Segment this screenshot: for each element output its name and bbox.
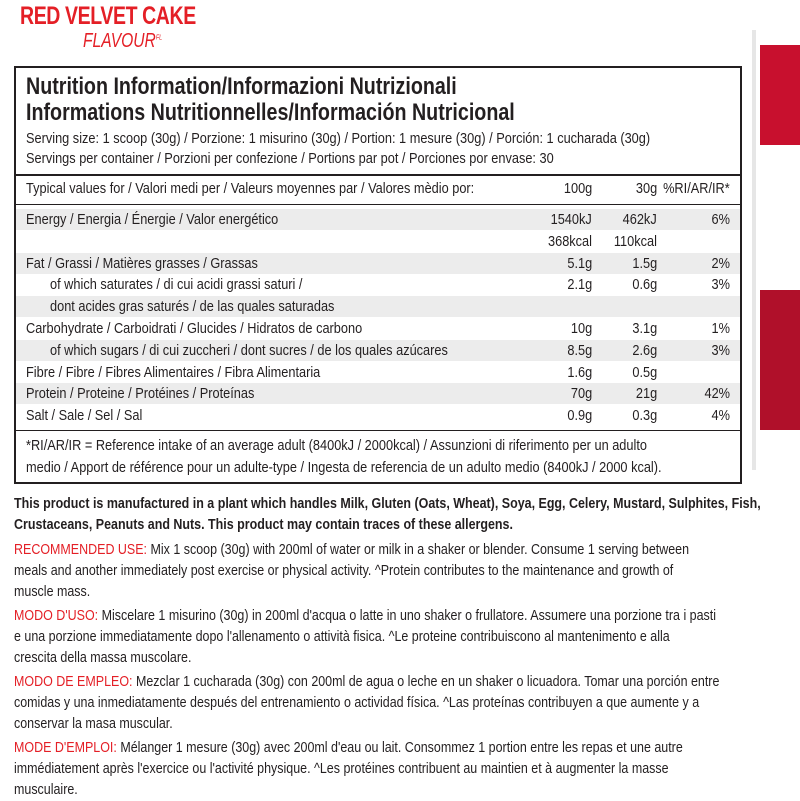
red-stripe-top bbox=[760, 45, 800, 145]
flavour-text: FLAVOUR bbox=[83, 30, 156, 52]
flavour-label bbox=[83, 30, 162, 53]
header-col-ri: %RI/AR/IR* bbox=[663, 181, 730, 197]
value-per-30g: 110kcal bbox=[613, 233, 657, 250]
allergen-statement bbox=[14, 494, 761, 536]
nutrient-label: Energy / Energia / Énergie / Valor energético bbox=[26, 212, 279, 228]
nutrient-label: of which saturates / di cui acidi grassi saturi / bbox=[50, 277, 303, 294]
value-per-100g: 1540kJ bbox=[550, 212, 592, 228]
nutrient-label: dont acides gras saturés / de las quales saturadas bbox=[50, 299, 335, 316]
value-ri-percent: 4% bbox=[711, 408, 730, 425]
product-name: RED VELVET CAKE bbox=[20, 2, 196, 30]
instruction-heading: MODE D'EMPLOI: bbox=[14, 740, 117, 756]
footnote-line1: *RI/AR/IR = Reference intake of an average adult (8400kJ / 2000kcal) / Assunzioni di riferimento per un adulto bbox=[26, 438, 647, 454]
instruction-line bbox=[14, 627, 745, 648]
instruction-line bbox=[14, 693, 745, 714]
table-row bbox=[16, 405, 740, 426]
table-row bbox=[16, 231, 740, 252]
instruction-text: immédiatement après l'exercice ou l'activité physique. ^Les protéines contribuent au maintien et à augmenter la masse bbox=[14, 761, 669, 777]
instruction-text: Miscelare 1 misurino (30g) in 200ml d'acqua o latte in uno shaker o frullatore. Assumere una porzione tra i pasti bbox=[98, 608, 717, 624]
flavour-mark: FL bbox=[155, 34, 163, 42]
instruction-paragraph bbox=[14, 672, 745, 735]
value-per-30g: 0.3g bbox=[632, 408, 657, 425]
table-row bbox=[16, 209, 740, 230]
table-row bbox=[16, 274, 740, 295]
instruction-line bbox=[14, 714, 745, 735]
instruction-line bbox=[14, 582, 745, 603]
value-ri-percent: 6% bbox=[711, 212, 730, 228]
servings-per-container: Servings per container / Porzioni per confezione / Portions par pot / Porciones por envase: 30 bbox=[26, 151, 554, 167]
value-per-100g: 70g bbox=[570, 386, 592, 403]
table-row bbox=[16, 362, 740, 383]
red-stripe-middle bbox=[760, 290, 800, 430]
value-ri-percent: 3% bbox=[711, 342, 730, 359]
value-per-100g: 10g bbox=[570, 321, 592, 337]
nutrition-title-line2: Informations Nutritionnelles/Información Nutricional bbox=[26, 99, 515, 126]
nutrient-label: Salt / Sale / Sel / Sal bbox=[26, 408, 143, 425]
instruction-line bbox=[14, 648, 745, 669]
value-per-100g: 2.1g bbox=[567, 277, 592, 294]
value-ri-percent: 1% bbox=[711, 321, 730, 337]
edge-shadow bbox=[752, 30, 756, 470]
value-per-100g: 368kcal bbox=[548, 233, 592, 250]
instruction-text: meals and another immediately post exercise or physical activity. ^Protein contributes to the maintenance and growth of bbox=[14, 563, 674, 579]
value-per-100g: 1.6g bbox=[567, 364, 592, 381]
value-per-100g: 0.9g bbox=[567, 408, 592, 425]
value-ri-percent: 3% bbox=[711, 277, 730, 294]
table-header-row bbox=[16, 178, 740, 199]
instruction-heading: MODO DE EMPLEO: bbox=[14, 674, 133, 690]
instruction-text: e una porzione immediatamente dopo l'allenamento o attività fisica. ^Le proteine contribuiscono al mantenimento e alla bbox=[14, 629, 670, 645]
instruction-text: Mezclar 1 cucharada (30g) con 200ml de agua o leche en un shaker o licuadora. Tomar una porción entre bbox=[132, 674, 720, 690]
table-row bbox=[16, 340, 740, 361]
nutrition-title-line1: Nutrition Information/Informazioni Nutrizionali bbox=[26, 73, 457, 100]
divider bbox=[16, 430, 740, 431]
header-col-30g: 30g bbox=[635, 181, 657, 197]
value-per-30g: 3.1g bbox=[632, 321, 657, 337]
instruction-line bbox=[14, 540, 745, 561]
value-per-30g: 462kJ bbox=[622, 212, 657, 228]
instruction-text: crescita della massa muscolare. bbox=[14, 650, 192, 666]
value-per-100g: 8.5g bbox=[567, 342, 592, 359]
nutrient-label: Protein / Proteine / Protéines / Proteínas bbox=[26, 386, 255, 403]
instruction-line bbox=[14, 561, 745, 582]
divider bbox=[16, 174, 740, 176]
header-label: Typical values for / Valori medi per / Valeurs moyennes par / Valores mèdio por: bbox=[26, 181, 475, 197]
instruction-paragraph bbox=[14, 738, 745, 801]
value-per-100g: 5.1g bbox=[567, 255, 592, 272]
value-per-30g: 21g bbox=[635, 386, 657, 403]
nutrient-label: Carbohydrate / Carboidrati / Glucides / Hidratos de carbono bbox=[26, 321, 363, 337]
allergen-line1: This product is manufactured in a plant which handles Milk, Gluten (Oats, Wheat), Soya, Egg, Celery, Mustard, Sulphites, Fish, bbox=[14, 496, 761, 512]
instruction-heading: RECOMMENDED USE: bbox=[14, 542, 148, 558]
instruction-line bbox=[14, 606, 745, 627]
header-col-100g: 100g bbox=[563, 181, 592, 197]
instruction-line bbox=[14, 780, 745, 801]
value-ri-percent: 2% bbox=[711, 255, 730, 272]
table-row bbox=[16, 253, 740, 274]
instruction-line bbox=[14, 759, 745, 780]
instruction-text: comidas y una inmediatamente después del entrenamiento o actividad física. ^Las proteínas contribuyen a que aumente y a bbox=[14, 695, 700, 711]
table-row bbox=[16, 318, 740, 339]
value-per-30g: 0.6g bbox=[632, 277, 657, 294]
allergen-line2: Crustaceans, Peanuts and Nuts. This product may contain traces of these allergens. bbox=[14, 517, 513, 533]
instruction-text: musculaire. bbox=[14, 782, 78, 798]
nutrition-panel bbox=[14, 66, 742, 484]
table-row bbox=[16, 383, 740, 404]
instruction-text: conservar la masa muscular. bbox=[14, 716, 173, 732]
instruction-line bbox=[14, 738, 745, 759]
instruction-paragraph bbox=[14, 606, 745, 669]
instruction-text: Mélanger 1 mesure (30g) avec 200ml d'eau ou lait. Consommez 1 portion entre les repas et une autre bbox=[116, 740, 683, 756]
value-ri-percent: 42% bbox=[704, 386, 730, 403]
nutrient-label: of which sugars / di cui zuccheri / dont sucres / de los quales azúcares bbox=[50, 342, 448, 359]
value-per-30g: 2.6g bbox=[632, 342, 657, 359]
instruction-text: Mix 1 scoop (30g) with 200ml of water or milk in a shaker or blender. Consume 1 serving between bbox=[147, 542, 690, 558]
footnote-line2: medio / Apport de référence pour un adulte-type / Ingesta de referencia de un adulto medio (8400kJ / 2000 kcal). bbox=[26, 460, 662, 476]
instruction-text: muscle mass. bbox=[14, 584, 91, 600]
nutrient-label: Fat / Grassi / Matières grasses / Grassas bbox=[26, 255, 258, 272]
value-per-30g: 1.5g bbox=[632, 255, 657, 272]
instruction-line bbox=[14, 672, 745, 693]
divider bbox=[16, 204, 740, 205]
nutrient-label: Fibre / Fibre / Fibres Alimentaires / Fibra Alimentaria bbox=[26, 364, 321, 381]
serving-size: Serving size: 1 scoop (30g) / Porzione: 1 misurino (30g) / Portion: 1 mesure (30g) / Porción: 1 cucharada (30g) bbox=[26, 131, 651, 147]
table-row bbox=[16, 296, 740, 317]
instruction-paragraph bbox=[14, 540, 745, 603]
value-per-30g: 0.5g bbox=[632, 364, 657, 381]
instruction-heading: MODO D'USO: bbox=[14, 608, 99, 624]
